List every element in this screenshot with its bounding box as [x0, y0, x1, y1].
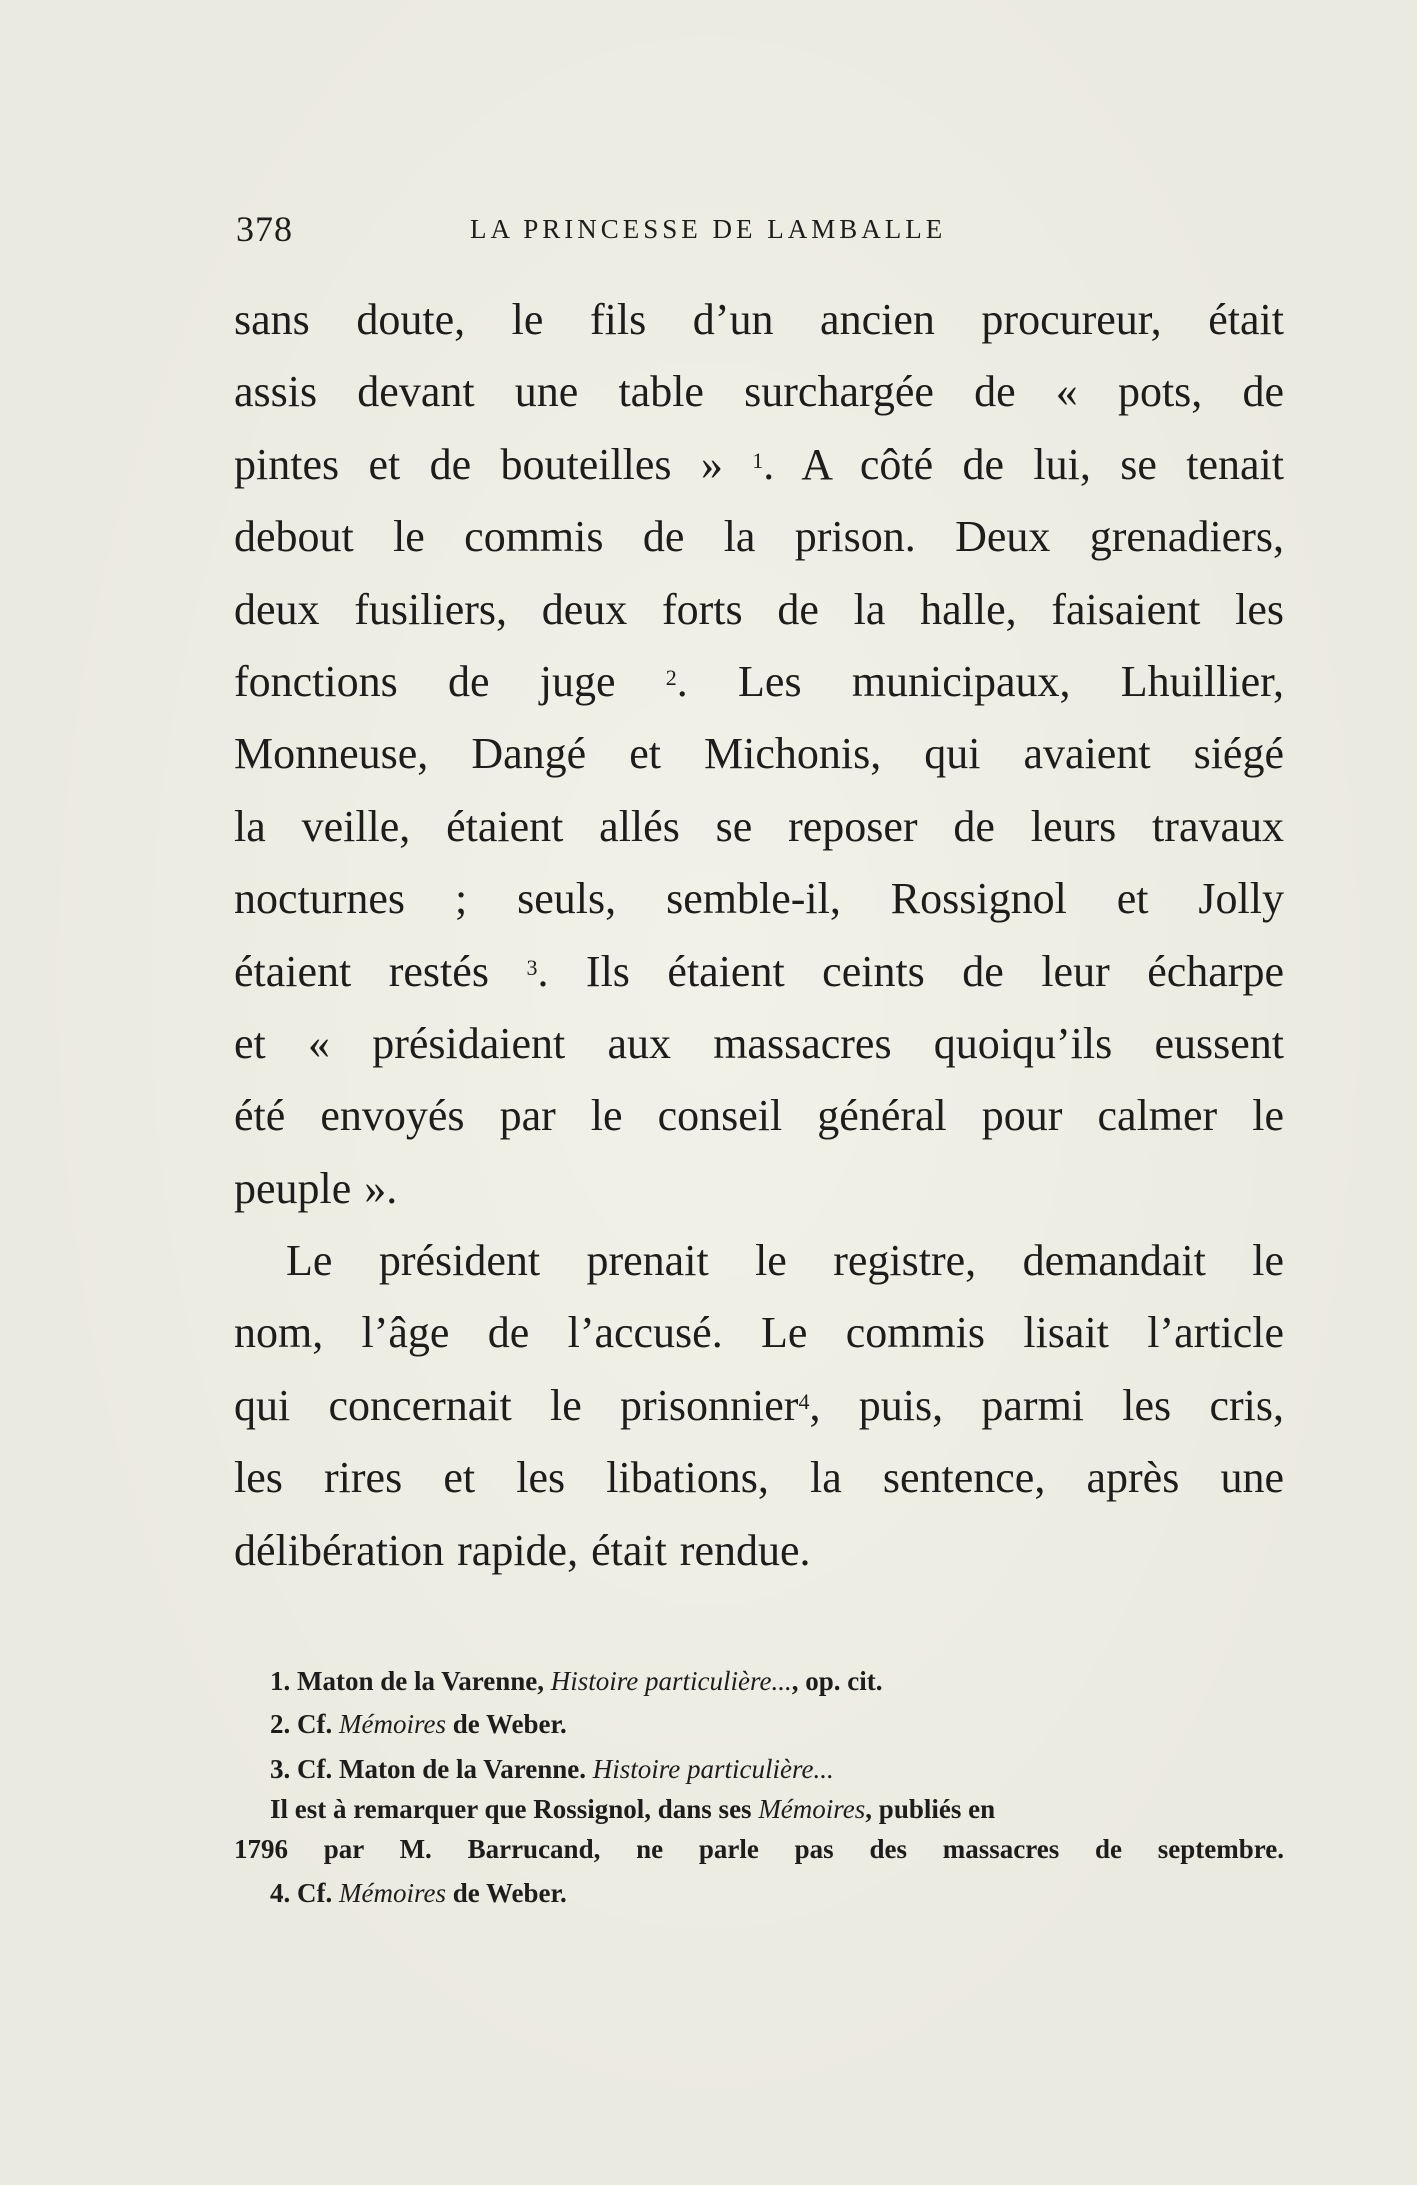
footnote-number: 3.	[270, 1754, 291, 1784]
text-span: étaient restés	[234, 946, 489, 996]
footnote-3-continued	[234, 1789, 1284, 1829]
text-span: . Ils étaient ceints de leur écharpe	[537, 946, 1284, 996]
footnote-text: Cf.	[297, 1878, 333, 1908]
text-line: et « présidaient aux massacres quoiqu’ils eussent	[234, 1018, 1284, 1068]
text-line: debout le commis de la prison. Deux grenadiers,	[234, 512, 1284, 562]
footnote-3	[234, 1749, 1284, 1789]
text-line: peuple ».	[234, 1163, 398, 1213]
note-reference: 4	[798, 1388, 810, 1414]
text-line: Le président prenait le registre, demandait le	[286, 1236, 1284, 1286]
text-line: assis devant une table surchargée de « pots, de	[234, 367, 1284, 417]
footnotes	[234, 1660, 1284, 1915]
footnote-title: Mémoires	[339, 1709, 446, 1739]
footnote-2	[234, 1703, 1284, 1746]
text-line: nocturnes ; seuls, semble-il, Rossignol et Jolly	[234, 874, 1284, 924]
text-line	[234, 942, 1284, 1014]
text-line: Monneuse, Dangé et Michonis, qui avaient siégé	[234, 729, 1284, 779]
text-span: pintes et de bouteilles »	[234, 439, 723, 489]
text-line	[234, 1376, 1284, 1448]
text-span: . Les municipaux, Lhuillier,	[676, 656, 1284, 706]
text-line: nom, l’âge de l’accusé. Le commis lisait l’article	[234, 1308, 1284, 1358]
text-line: deux fusiliers, deux forts de la halle, faisaient les	[234, 584, 1284, 634]
footnote-4	[234, 1872, 1284, 1915]
footnote-text: de Weber.	[452, 1878, 567, 1908]
body-text	[234, 290, 1284, 1593]
footnote-title: Mémoires	[339, 1878, 446, 1908]
text-line: les rires et les libations, la sentence, après une	[234, 1453, 1284, 1503]
text-line: délibération rapide, était rendue.	[234, 1525, 811, 1575]
footnote-text: de Weber.	[452, 1709, 567, 1739]
footnote-title: Mémoires	[758, 1794, 866, 1824]
footnote-text: , publiés en	[865, 1794, 996, 1824]
text-span: qui concernait le prisonnier	[234, 1380, 799, 1430]
footnote-3-continued: 1796 par M. Barrucand, ne parle pas des massacres de septembre.	[234, 1834, 1284, 1864]
footnote-number: 1.	[270, 1666, 291, 1696]
note-reference: 3	[526, 954, 538, 980]
footnote-number: 2.	[270, 1709, 291, 1739]
running-head	[236, 208, 1286, 248]
footnote-text: Il est à remarquer que Rossignol, dans ses	[270, 1794, 752, 1824]
footnote-1	[234, 1660, 1284, 1703]
footnote-number: 4.	[270, 1878, 291, 1908]
text-span: , puis, parmi les cris,	[809, 1380, 1284, 1430]
text-line: été envoyés par le conseil général pour calmer le	[234, 1091, 1284, 1141]
footnote-text: Maton de la Varenne,	[297, 1666, 545, 1696]
text-line	[234, 652, 1284, 724]
book-title: LA PRINCESSE DE LAMBALLE	[470, 214, 947, 244]
text-span: fonctions de juge	[234, 656, 616, 706]
footnote-text: Cf. Maton de la Varenne.	[297, 1754, 587, 1784]
footnote-title: Histoire particulière...	[550, 1666, 792, 1696]
note-reference: 2	[665, 664, 677, 690]
footnote-text: , op. cit.	[791, 1666, 883, 1696]
footnote-title: Histoire particulière...	[592, 1754, 834, 1784]
note-reference: 1	[752, 447, 764, 473]
text-line: la veille, étaient allés se reposer de leurs travaux	[234, 801, 1284, 851]
page-number: 378	[236, 209, 293, 249]
text-span: . A côté de lui, se tenait	[763, 439, 1284, 489]
text-line	[234, 435, 1284, 507]
footnote-text: Cf.	[297, 1709, 333, 1739]
text-line: sans doute, le fils d’un ancien procureur, était	[234, 295, 1284, 344]
